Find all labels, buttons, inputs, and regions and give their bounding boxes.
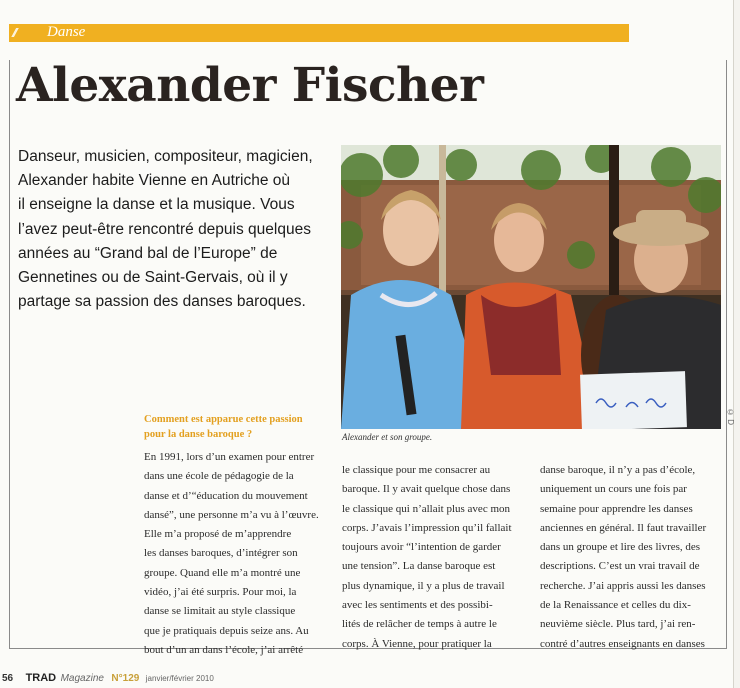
article-title: Alexander Fischer: [16, 58, 484, 113]
issue-number: N°129: [111, 673, 140, 684]
photo-credit: © D: [726, 408, 735, 425]
intro-line: années au “Grand bal de l’Europe” de: [18, 244, 278, 262]
magazine-suffix: Magazine: [60, 673, 104, 684]
photo-caption: Alexander et son groupe.: [342, 432, 433, 442]
intro-line: Gennetines ou de Saint-Gervais, où il y: [18, 269, 288, 287]
section-stripes: ///: [12, 26, 15, 41]
group-photo: [341, 145, 721, 429]
intro-line: Danseur, musicien, compositeur, magicien,: [18, 148, 313, 165]
page-number: 56: [2, 673, 14, 684]
intro-line: partage sa passion des danses baroques.: [18, 293, 306, 311]
intro-line: l’avez peut-être rencontré depuis quelques: [18, 220, 311, 238]
intro-paragraph: [18, 145, 334, 314]
text-column-3: danse baroque, il n’y a pas d’école, uniquement un cours une fois par semaine pour apprendre les danses anciennes en général. Il faut travailler dans un groupe et lire des livres, des descriptions. C’est un vrai travail de recherche. J’ai appris aussi les danses de la Renaissance et celles du dix- neuvième siècle. Plus tard, j’ai ren- contré d’autres enseignants en danses: [540, 464, 707, 650]
section-header-bar: [9, 24, 629, 42]
text-column-1: En 1991, lors d’un examen pour entrer dans une école de pédagogie de la danse et d’“éducation du mouvement dansé”, une personne m’a vu à l’œuvre. Elle m’a proposé de m’apprendre les danses baroques, d’intégrer son groupe. Quand elle m’a montré une vidéo, j’ai été surpris. Pour moi, la danse se limitait au style classique que je pratiquais depuis seize ans. Au bout d’un an dans l’école, j’ai arrêté: [144, 451, 319, 656]
text-column-2: le classique pour me consacrer au baroque. Il y avait quelque chose dans le classique qui n’allait plus avec mon corps. J’avais l’impression qu’il fallait toujours avoir “l’intention de garder une tension”. La danse baroque est plus dynamique, il y a plus de travail avec les sentiments et des possibi- lités de relâcher de temps à autre le corps. À Vienne, pour pratiquer la: [342, 464, 512, 650]
issue-date: janvier/février 2010: [145, 674, 214, 683]
section-label: Danse: [47, 24, 86, 40]
intro-line: Alexander habite Vienne en Autriche où: [18, 172, 291, 190]
magazine-brand: TRAD: [25, 672, 57, 684]
intro-line: il enseigne la danse et la musique. Vous: [18, 196, 295, 214]
page-footer: [2, 668, 214, 686]
interview-question: Comment est apparue cette passion pour la danse baroque ?: [144, 414, 303, 440]
